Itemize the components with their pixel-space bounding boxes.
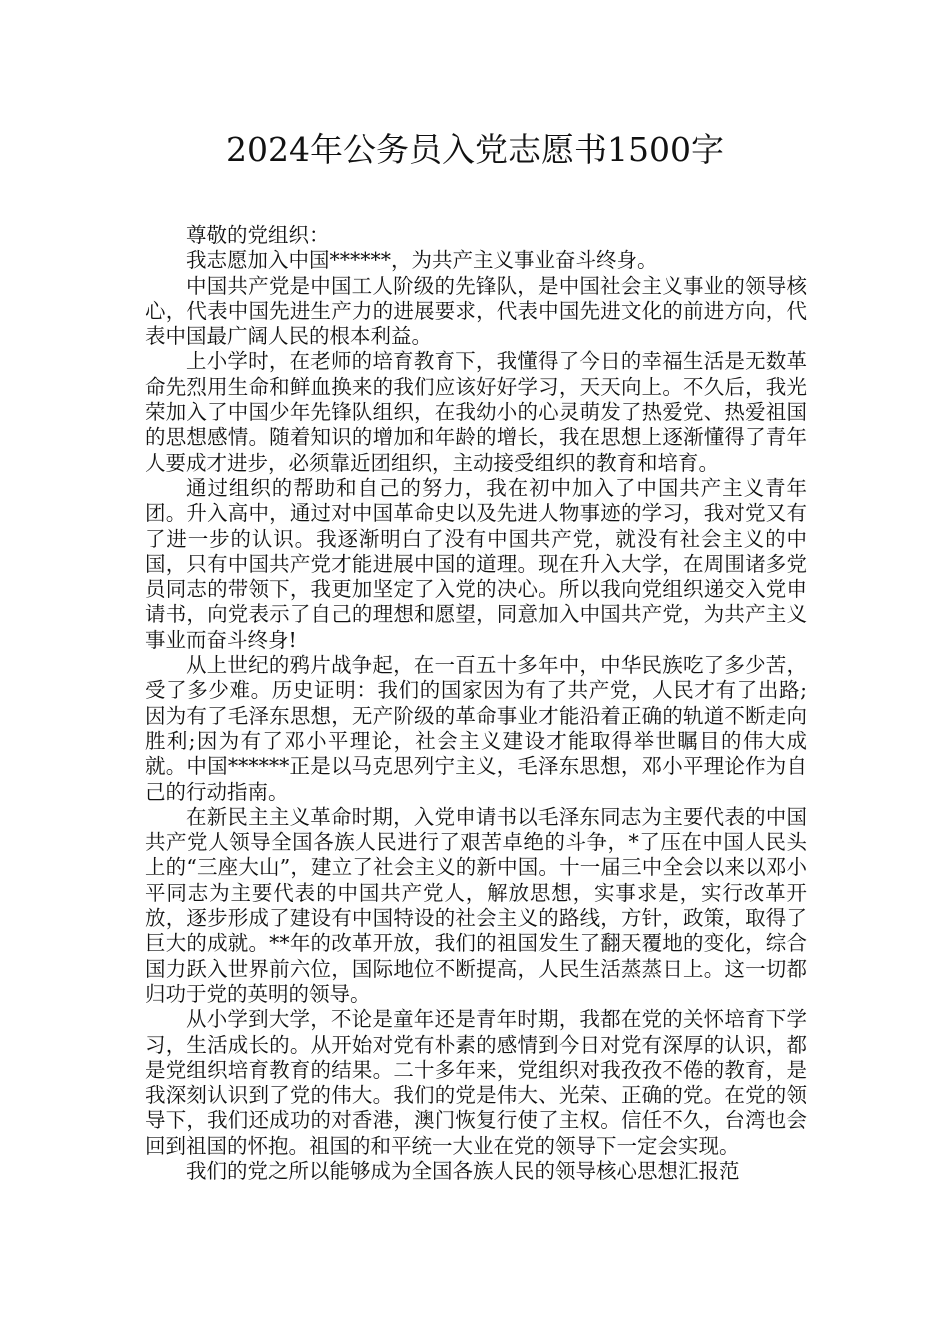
document-body — [145, 223, 807, 1184]
salutation: 尊敬的党组织： — [186, 223, 330, 247]
paragraph: 通过组织的帮助和自己的努力，我在初中加入了中国共产主义青年团。升入高中，通过对中国革命史以及先进人物事迹的学习，我对党又有了进一步的认识。我逐渐明白了没有中国共产党，就没有社会主义的中国，只有中国共产党才能进展中国的道理。现在升入大学，在周围诸多党员同志的带领下，我更加坚定了入党的决心。所以我向党组织递交入党申请书，向党表示了自己的理想和愿望，同意加入中国共产党，为共产主义事业而奋斗终身! — [145, 475, 807, 652]
document-title: 2024年公务员入党志愿书1500字 — [226, 130, 724, 169]
paragraph: 上小学时，在老师的培育教育下，我懂得了今日的幸福生活是无数革命先烈用生命和鲜血换来的我们应该好好学习，天天向上。不久后，我光荣加入了中国少年先锋队组织，在我幼小的心灵萌发了热爱党、热爱祖国的思想感情。随着知识的增加和年龄的增长，我在思想上逐渐懂得了青年人要成才进步，必须靠近团组织，主动接受组织的教育和培育。 — [145, 349, 807, 475]
paragraph: 在新民主主义革命时期，入党申请书以毛泽东同志为主要代表的中国共产党人领导全国各族人民进行了艰苦卓绝的斗争，*了压在中国人民头上的“三座大山”，建立了社会主义的新中国。十一届三中全会以来以邓小平同志为主要代表的中国共产党人，解放思想，实事求是，实行改革开放，逐步形成了建设有中国特设的社会主义的路线，方针，政策，取得了巨大的成就。**年的改革开放，我们的祖国发生了翻天覆地的变化，综合国力跃入世界前六位，国际地位不断提高，人民生活蒸蒸日上。这一切都归功于党的英明的领导。 — [145, 804, 807, 1006]
paragraph: 我们的党之所以能够成为全国各族人民的领导核心思想汇报范 — [186, 1158, 740, 1183]
paragraph: 中国共产党是中国工人阶级的先锋队，是中国社会主义事业的领导核心，代表中国先进生产力的进展要求，代表中国先进文化的前进方向，代表中国最广阔人民的根本利益。 — [145, 273, 807, 349]
paragraph: 从上世纪的鸦片战争起，在一百五十多年中，中华民族吃了多少苦，受了多少难。历史证明：我们的国家因为有了共产党，人民才有了出路;因为有了毛泽东思想，无产阶级的革命事业才能沿着正确的轨道不断走向胜利;因为有了邓小平理论，社会主义建设才能取得举世瞩目的伟大成就。中国******正是以马克思列宁主义，毛泽东思想，邓小平理论作为自己的行动指南。 — [145, 653, 807, 804]
paragraph: 我志愿加入中国******，为共产主义事业奋斗终身。 — [186, 248, 658, 273]
paragraph: 从小学到大学，不论是童年还是青年时期，我都在党的关怀培育下学习，生活成长的。从开始对党有朴素的感情到今日对党有深厚的认识，都是党组织培育教育的结果。二十多年来，党组织对我孜孜不倦的教育，是我深刻认识到了党的伟大。我们的党是伟大、光荣、正确的党。在党的领导下，我们还成功的对香港，澳门恢复行使了主权。信任不久，台湾也会回到祖国的怀抱。祖国的和平统一大业在党的领导下一定会实现。 — [145, 1007, 807, 1158]
